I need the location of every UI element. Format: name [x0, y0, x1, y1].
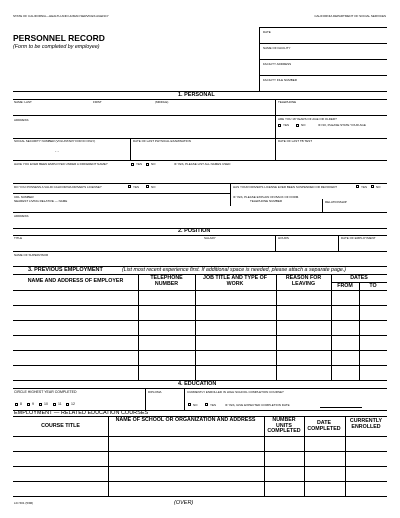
date-of-employment-label: DATE OF EMPLOYMENT	[341, 236, 376, 240]
suspended-no-label: NO	[376, 185, 381, 189]
course-row	[13, 496, 387, 497]
col-employer-name: NAME AND ADDRESS OF EMPLOYER	[27, 278, 124, 284]
nearest-relative-label: NEAREST LIVING RELATIVE — NAME	[14, 199, 68, 203]
salary-label: SALARY	[204, 236, 216, 240]
col-units-completed: NUMBER UNITS COMPLETED	[267, 417, 301, 435]
grade-8-checkbox[interactable]	[15, 403, 18, 406]
license-no-label: NO	[151, 185, 156, 189]
name-first-label: FIRST	[93, 100, 102, 104]
name-last-label: NAME: LAST	[14, 100, 32, 104]
hours-label: HOURS	[278, 236, 289, 240]
enrolled-yes-label: YES	[210, 403, 217, 407]
agency-left: STATE OF CALIFORNIA—HEALTH AND HUMAN SERVICES AGENCY	[13, 14, 109, 18]
col-job-title: JOB TITLE AND TYPE OF WORK	[203, 275, 267, 287]
other-name-note: IF YES, PLEASE LIST ALL NAMES USED	[174, 162, 231, 166]
course-row	[13, 451, 387, 452]
grade-12-checkbox[interactable]	[66, 403, 69, 406]
page-title: PERSONNEL RECORD	[13, 33, 105, 43]
grade-12-label: 12	[71, 402, 75, 406]
enrolled-note: IF YES, GIVE EXPECTED COMPLETION DATE	[225, 403, 290, 407]
other-name-yes-checkbox[interactable]	[131, 163, 134, 166]
position-title-label: TITLE	[14, 236, 23, 240]
grade-8-label: 8	[20, 402, 22, 406]
address-label: ADDRESS	[14, 118, 29, 122]
age-no-checkbox[interactable]	[296, 124, 299, 127]
employment-row	[13, 305, 387, 306]
grade-9-checkbox[interactable]	[27, 403, 30, 406]
age-yes-label: YES	[283, 123, 290, 127]
col-date-completed: DATE COMPLETED	[307, 420, 341, 432]
col-dates: DATES	[350, 275, 368, 281]
suspended-yes-checkbox[interactable]	[356, 185, 359, 188]
course-row	[13, 481, 387, 482]
section-personal-heading: 1. PERSONAL	[178, 92, 215, 98]
col-school-name: NAME OF SCHOOL OR ORGANIZATION AND ADDRESS	[115, 417, 256, 423]
other-name-no-label: NO	[151, 162, 156, 166]
col-to: TO	[369, 283, 377, 289]
col-course-title: COURSE TITLE	[41, 423, 80, 429]
telephone-label: TELEPHONE	[278, 100, 297, 104]
employment-row	[13, 335, 387, 336]
employment-row	[13, 365, 387, 366]
grade-9-label: 9	[32, 402, 34, 406]
section-education-heading: 4. EDUCATION	[178, 381, 217, 387]
relationship-label: RELATIONSHIP	[325, 200, 347, 204]
rel-telephone-label: TELEPHONE NUMBER	[250, 199, 283, 203]
age-question: ARE YOU 18 YEARS OF AGE OR OLDER?	[278, 117, 337, 121]
col-currently-enrolled: CURRENTLY ENROLLED	[349, 418, 383, 430]
col-from: FROM	[337, 283, 353, 289]
other-name-no-checkbox[interactable]	[146, 163, 149, 166]
page-subtitle: (Form to be completed by employee)	[13, 44, 100, 50]
suspended-note: IF YES, PLEASE EXPLAIN ON BACK OF FORM.	[233, 195, 300, 199]
grade-11-label: 11	[58, 402, 62, 406]
license-no-checkbox[interactable]	[146, 185, 149, 188]
cdl-number-label: CDL NUMBER	[14, 195, 34, 199]
license-yes-label: YES	[133, 185, 140, 189]
suspended-question: HAS YOUR DRIVER'S LICENSE EVER BEEN SUSPENDED OR REVOKED?	[233, 185, 338, 189]
supervisor-label: NAME OF SUPERVISOR	[14, 253, 49, 257]
facility-address-label: FACILITY ADDRESS	[263, 62, 292, 66]
age-note: IF NO, PLEASE STATE YOUR AGE	[318, 123, 366, 127]
other-name-yes-label: YES	[136, 162, 143, 166]
related-courses-label: EMPLOYMENT — RELATED EDUCATION COURSES	[14, 410, 149, 416]
age-yes-checkbox[interactable]	[278, 124, 281, 127]
course-row	[13, 466, 387, 467]
facility-file-label: FACILITY FILE NUMBER	[263, 78, 297, 82]
col-employer-phone: TELEPHONE NUMBER	[150, 275, 183, 287]
age-no-label: NO	[301, 123, 306, 127]
enrolled-no-checkbox[interactable]	[188, 403, 191, 406]
name-middle-label: (MIDDLE)	[155, 100, 169, 104]
grade-10-label: 10	[44, 402, 48, 406]
suspended-yes-label: YES	[361, 185, 368, 189]
date-label: DATE	[263, 30, 271, 34]
license-yes-checkbox[interactable]	[128, 185, 131, 188]
rel-address-label: ADDRESS	[14, 214, 29, 218]
ssn-label: SOCIAL SECURITY NUMBER (VOLUNTARY FOR ID ONLY)	[14, 139, 96, 143]
grade-10-checkbox[interactable]	[39, 403, 42, 406]
circle-year-label: CIRCLE HIGHEST YEAR COMPLETED	[14, 390, 77, 394]
section-employment-heading: 3. PREVIOUS EMPLOYMENT	[28, 267, 103, 273]
license-question: DO YOU POSSESS A VALID CALIFORNIA DRIVER'S LICENSE?	[14, 185, 102, 189]
diploma-label: DIPLOMA	[148, 390, 162, 394]
employment-row	[13, 350, 387, 351]
facility-name-label: NAME OF FACILITY	[263, 46, 291, 50]
enrolled-question: CURRENTLY ENROLLED IN HIGH SCHOOL COMPLETION COURSE?	[187, 390, 284, 394]
agency-right: CALIFORNIA DEPARTMENT OF SOCIAL SERVICES	[314, 14, 386, 18]
ssn-format: - -	[55, 148, 59, 153]
suspended-no-checkbox[interactable]	[371, 185, 374, 188]
enrolled-yes-checkbox[interactable]	[205, 403, 208, 406]
physical-exam-label: DATE OF LAST PHYSICAL EXAMINATION	[133, 139, 191, 143]
section-position-heading: 2. POSITION	[178, 228, 211, 234]
over-label: (OVER)	[174, 500, 194, 506]
tb-test-label: DATE OF LAST TB TEST	[278, 139, 313, 143]
col-reason-leaving: REASON FOR LEAVING	[285, 275, 322, 287]
enrolled-no-label: NO	[193, 403, 198, 407]
grade-11-checkbox[interactable]	[53, 403, 56, 406]
form-number: LIC 501 (5/96)	[14, 501, 34, 505]
employment-row	[13, 320, 387, 321]
employment-instructions: (List most recent experience first. If additional space is needed, please attach a separate page.)	[122, 267, 347, 273]
other-name-question: HAVE YOU EVER BEEN EMPLOYED UNDER A DIFFERENT NAME?	[14, 162, 108, 166]
